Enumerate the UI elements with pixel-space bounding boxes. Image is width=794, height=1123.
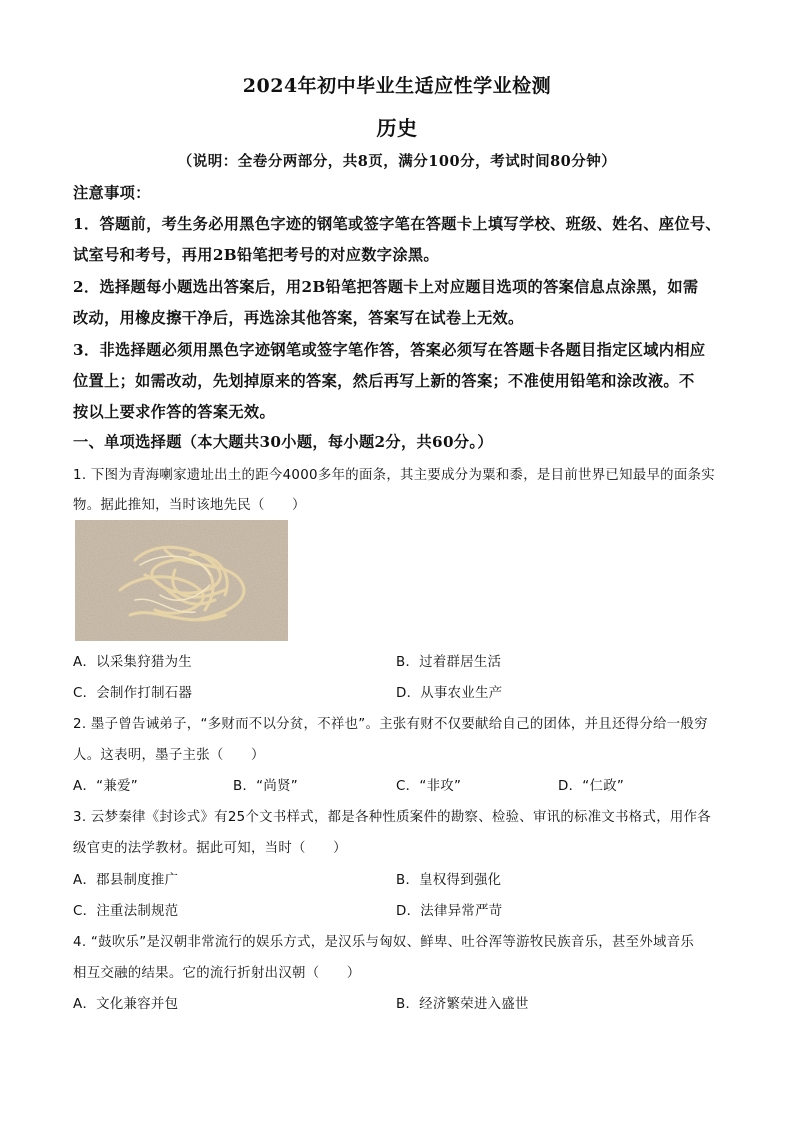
question-1-text: 1. 下图为青海喇家遗址出土的距今4000多年的面条，其主要成分为粟和黍，是目前世界已知最早的面条实 [73,468,715,483]
note-line: 试室号和考号，再用2B铅笔把考号的对应数字涂黑。 [73,246,439,264]
question-1-text: 物。据此推知，当时该地先民（ ） [73,498,306,513]
question-3-option-b[interactable]: B．皇权得到强化 [396,873,502,888]
question-3-option-c[interactable]: C．注重法制规范 [73,904,179,919]
question-1-option-b[interactable]: B．过着群居生活 [396,655,502,670]
question-1-option-d[interactable]: D．从事农业生产 [396,686,503,701]
notes-heading: 注意事项： [73,184,151,202]
section-heading: 一、单项选择题（本大题共30小题，每小题2分，共60分。） [73,433,493,451]
question-3-option-a[interactable]: A．郡县制度推广 [73,873,179,888]
note-line: 改动，用橡皮擦干净后，再选涂其他答案，答案写在试卷上无效。 [73,309,524,327]
note-line: 按以上要求作答的答案无效。 [73,403,275,421]
exam-title: 2024年初中毕业生适应性学业检测 [242,75,552,97]
note-line: 1．答题前，考生务必用黑色字迹的钢笔或签字笔在答题卡上填写学校、班级、姓名、座位号、 [73,215,721,233]
question-2-option-b[interactable]: B．“尚贤” [233,779,299,794]
note-line: 位置上；如需改动，先划掉原来的答案，然后再写上新的答案；不准使用铅笔和涂改液。不 [73,372,695,390]
note-line: 2．选择题每小题选出答案后，用2B铅笔把答题卡上对应题目选项的答案信息点涂黑，如需 [73,278,699,296]
question-2-option-c[interactable]: C．“非攻” [396,779,462,794]
exam-instructions-note: （说明：全卷分两部分，共8页，满分100分，考试时间80分钟） [177,153,617,170]
question-4-text: 相互交融的结果。它的流行折射出汉朝（ ） [73,966,361,981]
question-3-text: 级官吏的法学教材。据此可知，当时（ ） [73,841,347,856]
question-2-option-d[interactable]: D．“仁政” [558,779,625,794]
question-4-option-a[interactable]: A．文化兼容并包 [73,997,179,1012]
question-4-option-b[interactable]: B．经济繁荣进入盛世 [396,997,529,1012]
question-3-option-d[interactable]: D．法律异常严苛 [396,904,503,919]
subject-title: 历史 [376,116,418,140]
question-2-text: 2. 墨子曾告诫弟子，“多财而不以分贫，不祥也”。主张有财不仅要献给自己的团体，并且还得分给一般穷 [73,717,708,732]
question-4-text: 4. “鼓吹乐”是汉朝非常流行的娱乐方式，是汉乐与匈奴、鲜卑、吐谷浑等游牧民族音乐，甚至外域音乐 [73,935,695,950]
note-line: 3．非选择题必须用黑色字迹钢笔或签字笔作答，答案必须写在答题卡各题目指定区域内相应 [73,341,706,359]
question-2-text: 人。这表明，墨子主张（ ） [73,748,265,763]
question-3-text: 3. 云梦秦律《封诊式》有25个文书样式，都是各种性质案件的勘察、检验、审讯的标准文书格式，用作各 [73,810,711,825]
question-1-option-a[interactable]: A．以采集狩猎为生 [73,655,192,670]
question-1-option-c[interactable]: C．会制作打制石器 [73,686,193,701]
question-2-option-a[interactable]: A．“兼爱” [73,779,139,794]
ancient-noodles-photo [75,520,288,641]
